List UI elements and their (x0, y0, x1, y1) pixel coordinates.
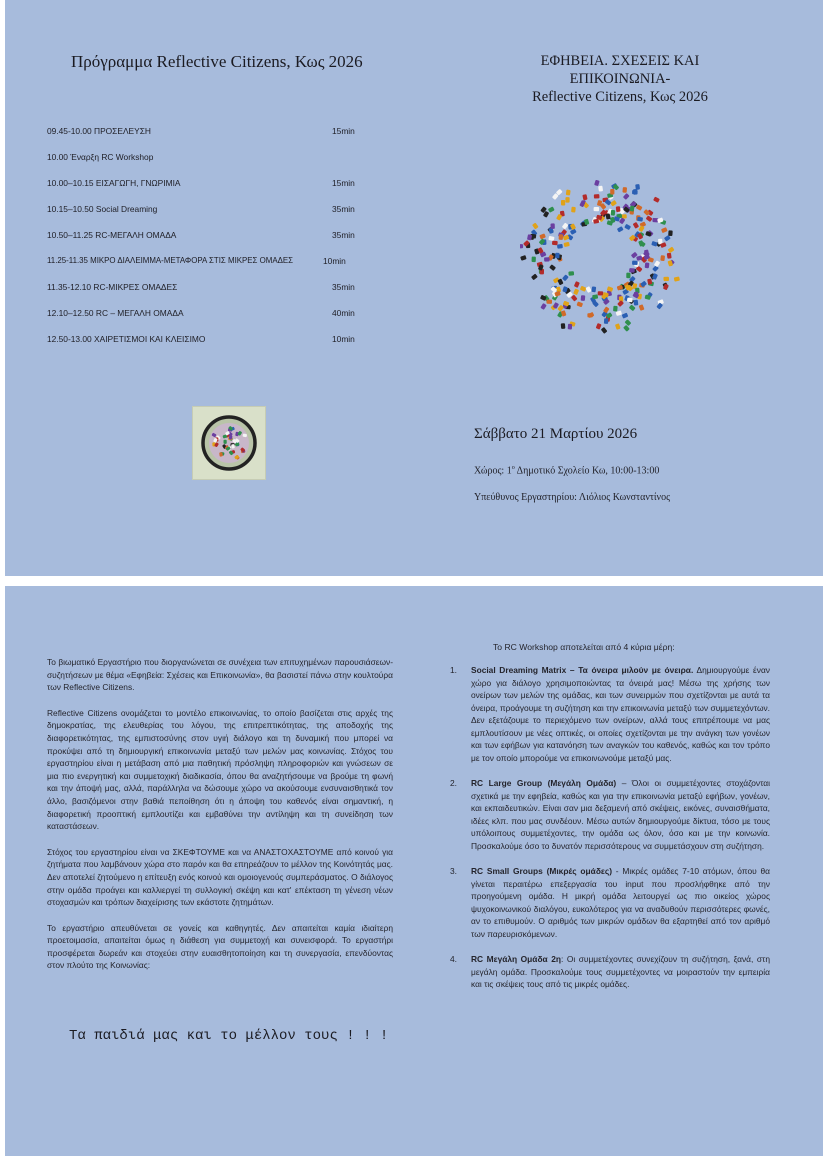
figure-dot (651, 241, 658, 247)
figure-dot (555, 253, 559, 259)
figure-dot (668, 230, 673, 236)
event-title-line: Reflective Citizens, Κως 2026 (532, 89, 708, 105)
event-title-line: ΕΦΗΒΕΙΑ. ΣΧΕΣΕΙΣ ΚΑΙ (540, 53, 700, 69)
schedule-duration: 10min (323, 256, 346, 266)
figure-dot (601, 327, 608, 334)
part-number: 4. (450, 954, 457, 964)
schedule-list (47, 118, 387, 352)
figure-dot (604, 318, 608, 324)
people-ring-logo-icon (520, 168, 680, 343)
figure-dot (576, 301, 583, 307)
figure-dot (634, 292, 639, 298)
figure-dot (549, 264, 556, 271)
figure-dot (663, 277, 669, 281)
figure-dot (627, 297, 633, 302)
figure-dot (625, 319, 632, 326)
venue-rest: Δημοτικό Σχολείο Κω, 10:00-13:00 (514, 465, 660, 477)
figure-dot (634, 300, 639, 306)
motto: Τα παιδιά μας και το μέλλον τους ! ! ! (69, 1028, 389, 1044)
figure-dot (623, 193, 630, 200)
schedule-row (47, 300, 387, 326)
workshop-leader: Υπεύθυνος Εργαστηρίου: Λιόλιος Κωνσταντίνος (474, 492, 671, 503)
part-text: Δημιουργούμε έναν χώρο για διάλογο χρησιμοποιώντας τα όνειρά μας! Μέσω της χρήσης των ονείρων των μελών της ομάδας, και των συνειρμών που σχετίζονται με αυτά τα όνειρα, προάγουμε τη συζήτηση και την επικοινωνία μεταξύ των συμμετεχόντων. Δεν εξετάζουμε το περιεχόμενο των ονείρων, αλλά τους επιτρέπουμε να μας εμπλουτίσουν με νέες οπτικές, οι οποίες σχετίζονται με την ανάγκη των γονέων και των εφήβων για κατανόηση των αναγκών του καθενός, καθώς και τον τρόπο με τον οποίο μπορούμε να επικοινωνούμε μεταξύ μας. (471, 665, 770, 763)
figure-dot (664, 235, 671, 242)
figure-dot (550, 223, 554, 229)
figure-dot (611, 210, 616, 216)
part-number: 1. (450, 665, 457, 675)
schedule-row (47, 170, 387, 196)
part-text: : Οι συμμετέχοντες συνεχίζουν τη συζήτηση, ξανά, στη μεγάλη ομάδα. Προσκαλούμε τους συμμετέχοντες να μοιραστούν την εμπειρία και τις σκέψεις τους από τις μικρές ομάδες. (471, 954, 770, 989)
figure-dot (610, 200, 617, 207)
figure-dot (223, 440, 226, 444)
figure-dot (532, 223, 539, 230)
event-venue (474, 465, 659, 476)
venue-ordinal: ο (511, 465, 515, 471)
schedule-duration: 35min (332, 282, 355, 292)
figure-dot (654, 260, 661, 267)
figure-dot (615, 323, 621, 330)
figure-dot (645, 262, 650, 268)
figure-dot (531, 274, 538, 281)
figure-dot (633, 189, 638, 195)
parts-intro: Το RC Workshop αποτελείται από 4 κύρια μέρη: (493, 642, 675, 652)
figure-dot (610, 189, 614, 195)
intro-paragraph: Reflective Citizens ονομάζεται το μοντέλο επικοινωνίας, το οποίο βασίζεται στις αρχές της δημοκρατίας, της ελευθερίας του λόγου, της επιτρεπτικότητας, της αποδοχής της διαφορετικότητας, της εμπιστοσύνης στον υγιή διάλογο και τη δυναμική που μπορεί να προκύψει από τη δημιουργική επικοινωνία μεταξύ των μελών μας κοινωνίας. Στόχος του εργαστηρίου είναι η μετάβαση από μια παθητική πρόσληψη πληροφοριών και γνώσεων σε μια πιο ενεργητική και συμμετοχική διαδικασία, όπου θα αναζητήσουμε να βρούμε τη φωνή και την άποψή μας, αλλά, παράλληλα να δώσουμε χώρο να ακούσουμε ενσυναισθητικά τον άλλο, βασιζόμενοι στην βαθιά πεποίθηση ότι η άποψη του καθενός είναι σημαντική, η διαφορετική προοπτική εμπλουτίζει και εμβαθύνει την αντίληψη και τη συνείδηση των καταστάσεων. (47, 707, 393, 832)
schedule-duration: 15min (332, 126, 355, 136)
figure-dot (629, 305, 636, 312)
figure-dot (520, 244, 523, 248)
intro-text (47, 656, 393, 985)
part-item (450, 664, 770, 764)
figure-dot (562, 274, 569, 281)
figure-dot (667, 253, 672, 259)
schedule-time: 11.25-11.35 ΜΙΚΡΟ ΔΙΑΛΕΙΜΜΑ-ΜΕΤΑΦΟΡΑ ΣΤΙΣ ΜΙΚΡΕΣ ΟΜΑΔΕΣ (47, 256, 294, 265)
figure-dot (548, 206, 555, 212)
schedule-duration: 15min (332, 178, 355, 188)
figure-dot (596, 323, 602, 330)
part-title: RC Μεγάλη Ομάδα 2η (471, 954, 561, 964)
schedule-time: 10.00–10.15 ΕΙΣΑΓΩΓΗ, ΓΝΩΡΙΜΙΑ (47, 178, 181, 188)
part-text: - Μικρές ομάδες 7-10 ατόμων, όπου θα γίνεται περαιτέρω επεξεργασία του input που προσλήφθηκε από την προηγούμενη ομάδα. Η μικρή ομάδα λειτουργεί ως πιο οικείος χώρος ψυχοκοινωνικού διαλόγου, ευκολότερος για να αναδυθούν περισσότερες φωνές, αν το επιθυμούν. Ο αριθμός των μικρών ομάδων θα εξαρτηθεί από τον αριθμό των παρευρισκόμενων. (471, 866, 770, 939)
figure-dot (573, 288, 579, 295)
schedule-duration: 35min (332, 204, 355, 214)
event-date: Σάββατο 21 Μαρτίου 2026 (474, 426, 638, 442)
schedule-duration: 10min (332, 334, 355, 344)
figure-dot (557, 244, 563, 249)
schedule-row (47, 274, 387, 300)
figure-dot (613, 306, 618, 312)
figure-dot (598, 186, 603, 192)
program-title: Πρόγραμμα Reflective Citizens, Κως 2026 (71, 52, 363, 71)
parts-list (450, 664, 770, 1004)
schedule-time: 12.50-13.00 ΧΑΙΡΕΤΙΣΜΟΙ ΚΑΙ ΚΛΕΙΣΙΜΟ (47, 334, 206, 344)
figure-dot (632, 261, 638, 265)
figure-dot (637, 217, 643, 222)
figure-dot (544, 257, 550, 261)
figure-dot (565, 197, 569, 203)
figure-dot (668, 247, 675, 254)
cover-panel (5, 0, 823, 576)
figure-dot (639, 304, 645, 311)
part-item (450, 777, 770, 852)
figure-dot (585, 286, 591, 293)
figure-dot (594, 180, 600, 186)
figure-dot (633, 222, 639, 229)
small-circle-logo (192, 406, 266, 480)
figure-dot (594, 194, 600, 198)
figure-dot (587, 313, 593, 317)
schedule-time: 10.50–11.25 RC-ΜΕΓΑΛΗ ΟΜΑΔΑ (47, 230, 177, 240)
figure-dot (591, 286, 596, 292)
figure-dot (622, 187, 627, 193)
intro-paragraph: Το βιωματικό Εργαστήριο που διοργανώνεται σε συνέχεια των επιτυχημένων παρουσιάσεων-συζητήσεων με θέμα «Εφηβεία: Σχέσεις και Επικοινωνία», θα βασιστεί πάνω στην κουλτούρα των Reflective Citizens. (47, 657, 393, 693)
intro-paragraph: Το εργαστήριο απευθύνεται σε γονείς και καθηγητές. Δεν απαιτείται καμία ιδιαίτερη προετοιμασία, απαιτείται όμως η διάθεση για συμμετοχή και συνεισφορά. Το εργαστήρι προσφέρεται δωρεάν και στοχεύει στην ευαισθητοποίηση και τη συνεργασία, επενδύοντας στον πλούτο της Κοινωνίας: (47, 922, 393, 971)
figure-dot (623, 325, 630, 332)
part-title: RC Small Groups (Μικρές ομάδες) (471, 866, 613, 876)
schedule-time: 10.00 Έναρξη RC Workshop (47, 152, 154, 162)
part-text: – Όλοι οι συμμετέχοντες στοχάζονται σχετικά με την εφηβεία, καθώς και για την επικοινωνία μεταξύ εφήβων, γονέων, και εκπαιδευτικών. Είναι σαν μια δεξαμενή από σκέψεις, εικόνες, συναισθήματα, ιδέες κλπ. που μας συνδέουν. Μέσω αυτών δημιουργούμε δίκτυα, τόσο με τους υπόλοιπους συμμετέχοντες, την ομάδα ως όλον, όσο και με την κοινωνία. Προσκαλούμε όσο το δυνατόν περισσότερους να συμμετάσχουν στη συζήτηση. (471, 778, 770, 851)
figure-dot (660, 255, 665, 261)
schedule-time: 10.15–10.50 Social Dreaming (47, 204, 158, 214)
figure-dot (647, 279, 652, 285)
venue-prefix: Χώρος: 1 (474, 465, 512, 477)
figure-dot (520, 255, 527, 261)
figure-dot (561, 200, 565, 206)
circle-people-logo-icon (193, 407, 265, 479)
figure-dot (561, 323, 566, 329)
figure-dot (622, 313, 629, 319)
figure-dot (626, 273, 630, 279)
figure-dot (674, 276, 680, 281)
figure-dot (532, 257, 536, 263)
figure-dot (574, 281, 580, 288)
figure-dot (564, 242, 570, 247)
figure-dot (540, 303, 546, 310)
schedule-row (47, 196, 387, 222)
figure-dot (582, 194, 587, 200)
figure-dot (616, 206, 621, 212)
figure-dot (581, 295, 586, 301)
figure-dot (661, 227, 668, 233)
schedule-row (47, 222, 387, 248)
figure-dot (571, 207, 576, 213)
figure-dot (566, 190, 571, 196)
figure-dot (219, 452, 223, 457)
figure-dot (559, 234, 564, 240)
event-title-line: ΕΠΙΚΟΙΝΩΝΙΑ- (569, 71, 671, 87)
schedule-duration: 35min (332, 230, 355, 240)
schedule-row (47, 144, 387, 170)
figure-dot (594, 207, 600, 211)
figure-dot (580, 286, 587, 292)
figure-dot (539, 233, 546, 239)
figure-dot (562, 223, 569, 230)
figure-dot (624, 224, 631, 230)
schedule-time: 09.45-10.00 ΠΡΟΣΕΛΕΥΣΗ (47, 126, 151, 136)
part-item (450, 953, 770, 991)
part-title: Social Dreaming Matrix – Τα όνειρα μιλούν με όνειρα. (471, 665, 694, 675)
part-number: 3. (450, 866, 457, 876)
schedule-row (47, 248, 387, 274)
figure-dot (629, 268, 635, 273)
schedule-time: 11.35-12.10 RC-ΜΙΚΡΕΣ ΟΜΑΔΕΣ (47, 282, 178, 292)
figure-dot (646, 215, 653, 222)
schedule-row (47, 326, 387, 352)
intro-paragraph: Στόχος του εργαστηρίου είναι να ΣΚΕΦΤΟΥΜΕ και να ΑΝΑΣΤΟΧΑΣΤΟΥΜΕ από κοινού για ζητήματα που λαμβάνουν χώρα στο παρόν και θα επηρεάζουν το μέλλον της Κοινότητάς μας. Δεν αποτελεί ζητούμενο η επίτευξη ενός κοινού και ομοιογενούς συμπεράσματος. Ο διάλογος στην ομάδα προάγει και καλλιεργεί τη συλλογική σκέψη και κατ' επέκταση τη γένεση νέων στοχασμών και τρόπων διαχείρισης των εκάστοτε ζητημάτων. (47, 846, 393, 908)
figure-dot (568, 271, 574, 276)
part-number: 2. (450, 778, 457, 788)
figure-dot (653, 197, 660, 203)
schedule-time: 12.10–12.50 RC – ΜΕΓΑΛΗ ΟΜΑΔΑ (47, 308, 184, 318)
figure-dot (548, 236, 554, 241)
figure-dot (546, 300, 552, 304)
schedule-duration: 40min (332, 308, 355, 318)
figure-dot (552, 241, 558, 246)
part-title: RC Large Group (Μεγάλη Ομάδα) (471, 778, 617, 788)
figure-dot (592, 294, 598, 299)
figure-dot (598, 291, 604, 295)
figure-dot (652, 218, 658, 223)
figure-dot (568, 324, 573, 330)
figure-dot (617, 226, 624, 232)
inner-panel (5, 586, 823, 1156)
event-title (505, 52, 735, 106)
schedule-row (47, 118, 387, 144)
part-item (450, 865, 770, 940)
